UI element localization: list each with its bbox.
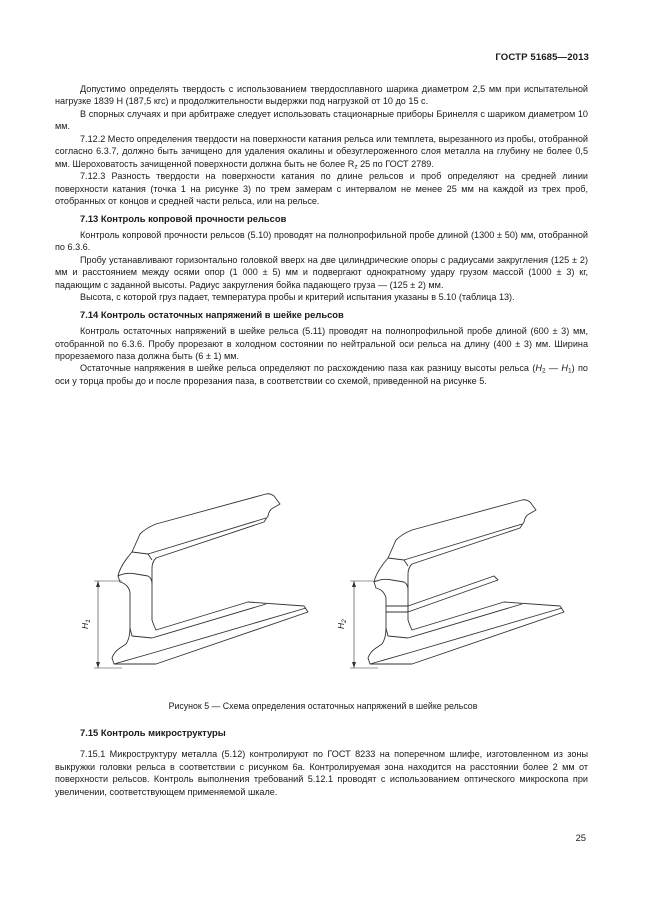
section-heading-7-13: 7.13 Контроль копровой прочности рельсов: [80, 212, 287, 224]
rail-drawings: [66, 488, 586, 682]
document-body: [55, 83, 588, 387]
paragraph-7-12-3: 7.12.3 Разность твердости на поверхности катания по длине рельсов и проб определяют на средней линии поверхности катания (точка 1 на рисунке 3) по трем замерам с интервалом не менее 25 мм на каждой из трех проб, отобранных от концов и средней части рельса, или на рельсе.: [55, 171, 588, 207]
rail-drawing-cut: [368, 500, 564, 664]
figure-5-rail-schemes: [66, 488, 586, 682]
standard-header: ГОСТР 51685—2013: [495, 52, 589, 63]
dimension-h1: [80, 581, 122, 668]
paragraph: Пробу устанавливают горизонтально головкой вверх на две цилиндрические опоры с радиусами закругления (125 ± 2) мм и расстоянием между осями опор (1 000 ± 5) мм и подвергают однократному удару грузом массой (1000 ± 3) кг, падающим с заданной высоты. Радиус закругления бойка падающего груза — (125 ± 2) мм.: [55, 254, 588, 290]
paragraph: Высота, с которой груз падает, температура пробы и критерий испытания указаны в 5.10 (таблица 13).: [80, 292, 515, 303]
rail-drawing-uncut: [112, 494, 308, 664]
paragraph: Допустимо определять твердость с использованием твердосплавного шарика диаметром 2,5 мм при испытательной нагрузке 1839 Н (187,5 кгс) и продолжительности выдержки под нагрузкой от 10 до 15 с.: [55, 84, 588, 107]
dimension-h2: [336, 581, 378, 668]
figure-caption: Рисунок 5 — Схема определения остаточных напряжений в шейке рельсов: [168, 701, 478, 711]
section-heading-7-14: 7.14 Контроль остаточных напряжений в шейке рельсов: [80, 308, 344, 320]
paragraph-7-12-2: 7.12.2 Место определения твердости на поверхности катания рельса или темплета, вырезанного из пробы, отобранной согласно 6.3.7, должно быть зачищено для удаления окалины и обезуглероженного слоя металла на глубину не более 0,5 мм. Шероховатость зачищенной поверхности должна быть не более $R_z$ 25 по ГОСТ 2789.: [55, 133, 588, 171]
label-h1: $H_1$: [80, 619, 92, 629]
paragraph: Контроль остаточных напряжений в шейке рельса (5.11) проводят на полнопрофильной пробе длиной (600 ± 3) мм, отобранной по 6.3.6. Пробу прорезают в холодном состоянии по нейтральной оси рельса на длину (400 ± 3) мм. Ширина прорезаемого паза должна быть (6 ± 1) мм.: [55, 326, 588, 361]
document-body-continued: [55, 727, 588, 798]
section-heading-7-15: 7.15 Контроль микроструктуры: [80, 727, 226, 738]
page-number: 25: [575, 832, 586, 843]
label-h2: $H_2$: [336, 619, 348, 629]
paragraph: Остаточные напряжения в шейке рельса определяют по расхождению паза как разницу высоты рельса ($H_2$ — $H_1$) по оси у торца пробы до и после прорезания паза, в соответствии со схемой, приведенной на рисунке 5.: [55, 363, 588, 386]
paragraph-7-15-1: 7.15.1 Микроструктуру металла (5.12) контролируют по ГОСТ 8233 на поперечном шлифе, изготовленном из зоны выкружки головки рельса в соответствии с рисунком 6а. Контролируемая зона находится на расстоянии более 2 мм от поверхности рельсов. Контроль выполнения требований 5.12.1 проводят с использованием оптического микроскопа при увеличении, соответствующем применяемой шкале.: [55, 749, 588, 797]
paragraph: В спорных случаях и при арбитраже следует использовать стационарные приборы Бринелля с шариком диаметром 10 мм.: [55, 108, 588, 132]
paragraph: Контроль копровой прочности рельсов (5.10) проводят на полнопрофильной пробе длиной (1300 ± 50) мм, отобранной по 6.3.6.: [55, 229, 588, 253]
